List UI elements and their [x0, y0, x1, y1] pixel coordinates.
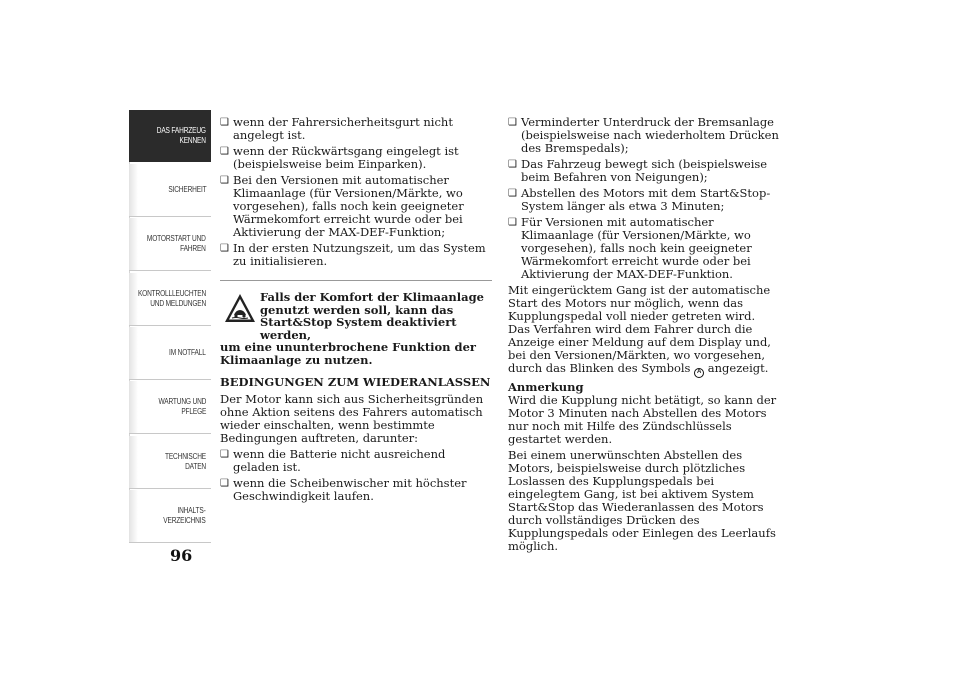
paragraph-text: Mit eingerücktem Gang ist der automatische Start des Motors nur möglich, wenn das Kupplungspedal voll nieder getreten wird. Das Verfahren wird dem Fahrer durch die Anzeige einer Meldung auf dem Display und, bei den Versionen/Märkten, wo vorgesehen, durch das Blinken des Symbols [508, 283, 771, 375]
list-item: ❑ Verminderter Unterdruck der Bremsanlage (beispielsweise nach wiederholtem Drücken des Bremspedals); [508, 116, 780, 155]
list-item: ❑ wenn der Rückwärtsgang eingelegt ist (beispielsweise beim Einparken). [220, 145, 492, 171]
section-heading: BEDINGUNGEN ZUM WIEDERANLASSEN [220, 375, 491, 389]
start-stop-symbol-icon: A [694, 368, 704, 378]
list-item: ❑ In der ersten Nutzungszeit, um das System zu initialisieren. [220, 242, 492, 268]
left-column [220, 116, 492, 506]
tab-im-notfall[interactable] [129, 327, 211, 379]
tab-label: TECHNISCHE DATEN [164, 452, 206, 471]
tab-kontrollleuchten[interactable] [129, 273, 211, 325]
list-item: ❑ Das Fahrzeug bewegt sich (beispielsweise beim Befahren von Neigungen); [508, 158, 780, 184]
right-column [508, 116, 780, 556]
intro-paragraph: Der Motor kann sich aus Sicherheitsgründen ohne Aktion seitens des Fahrers automatisch wieder einschalten, wenn bestimmte Bedingungen auftreten, darunter: [220, 392, 484, 445]
tab-label: KONTROLLLEUCHTEN UND MELDUNGEN [137, 289, 206, 308]
tab-label: WARTUNG UND PFLEGE [158, 397, 206, 416]
tab-wartung-und-pflege[interactable] [129, 381, 211, 433]
clutch-paragraph [508, 284, 780, 378]
stall-paragraph: Bei einem unerwünschten Abstellen des Motors, beispielsweise durch plötzliches Loslassen des Kupplungspedals bei eingelegtem Gang, ist bei aktivem System Start&Stop das Wiederanlassen des Motors durch vollständiges Drücken des Kupplungspedals oder Einlegen des Leerlaufs möglich. [508, 448, 776, 553]
tab-label: SICHERHEIT [167, 185, 206, 194]
paragraph-text: angezeigt. [707, 361, 769, 375]
car-on-road-warning-icon [224, 293, 256, 323]
list-item: ❑ Abstellen des Motors mit dem Start&Stop-System länger als etwa 3 Minuten; [508, 187, 780, 213]
warning-box [220, 280, 492, 366]
note-heading: Anmerkung [508, 380, 584, 394]
tab-das-fahrzeug-kennen[interactable] [129, 110, 211, 162]
tab-label: INHALTS- VERZEICHNIS [163, 506, 206, 525]
warning-text-continued: um eine ununterbrochene Funktion der Klimaanlage zu nutzen. [220, 340, 476, 367]
page-number: 96 [170, 546, 193, 565]
note-paragraph: Wird die Kupplung nicht betätigt, so kann der Motor 3 Minuten nach Abstellen des Motors nur noch mit Hilfe des Zündschlüssels gestartet werden. [508, 393, 777, 446]
list-item: ❑ wenn der Fahrersicherheitsgurt nicht angelegt ist. [220, 116, 492, 142]
tab-motorstart-und-fahren[interactable] [129, 218, 211, 270]
list-item: ❑ wenn die Scheibenwischer mit höchster Geschwindigkeit laufen. [220, 477, 492, 503]
list-item: ❑ wenn die Batterie nicht ausreichend geladen ist. [220, 448, 492, 474]
list-item: ❑ Bei den Versionen mit automatischer Klimaanlage (für Versionen/Märkte, wo vorgesehen), falls noch kein geeigneter Wärmekomfort erreicht wurde oder bei Aktivierung der MAX-DEF-Funktion; [220, 174, 492, 239]
chapter-tabs [129, 110, 211, 543]
tab-sicherheit[interactable] [129, 164, 211, 216]
tab-technische-daten[interactable] [129, 436, 211, 488]
tab-inhaltsverzeichnis[interactable] [129, 490, 211, 542]
tab-label: IM NOTFALL [169, 348, 206, 357]
tab-label: MOTORSTART UND FAHREN [147, 234, 206, 253]
warning-text: Falls der Komfort der Klimaanlage genutzt werden soll, kann das Start&Stop System deaktiviert werden, [260, 290, 484, 342]
list-item: ❑ Für Versionen mit automatischer Klimaanlage (für Versionen/Märkte, wo vorgesehen), falls noch kein geeigneter Wärmekomfort erreicht wurde oder bei Aktivierung der MAX-DEF-Funktion. [508, 216, 780, 281]
tab-label: DAS FAHRZEUG KENNEN [156, 126, 206, 145]
